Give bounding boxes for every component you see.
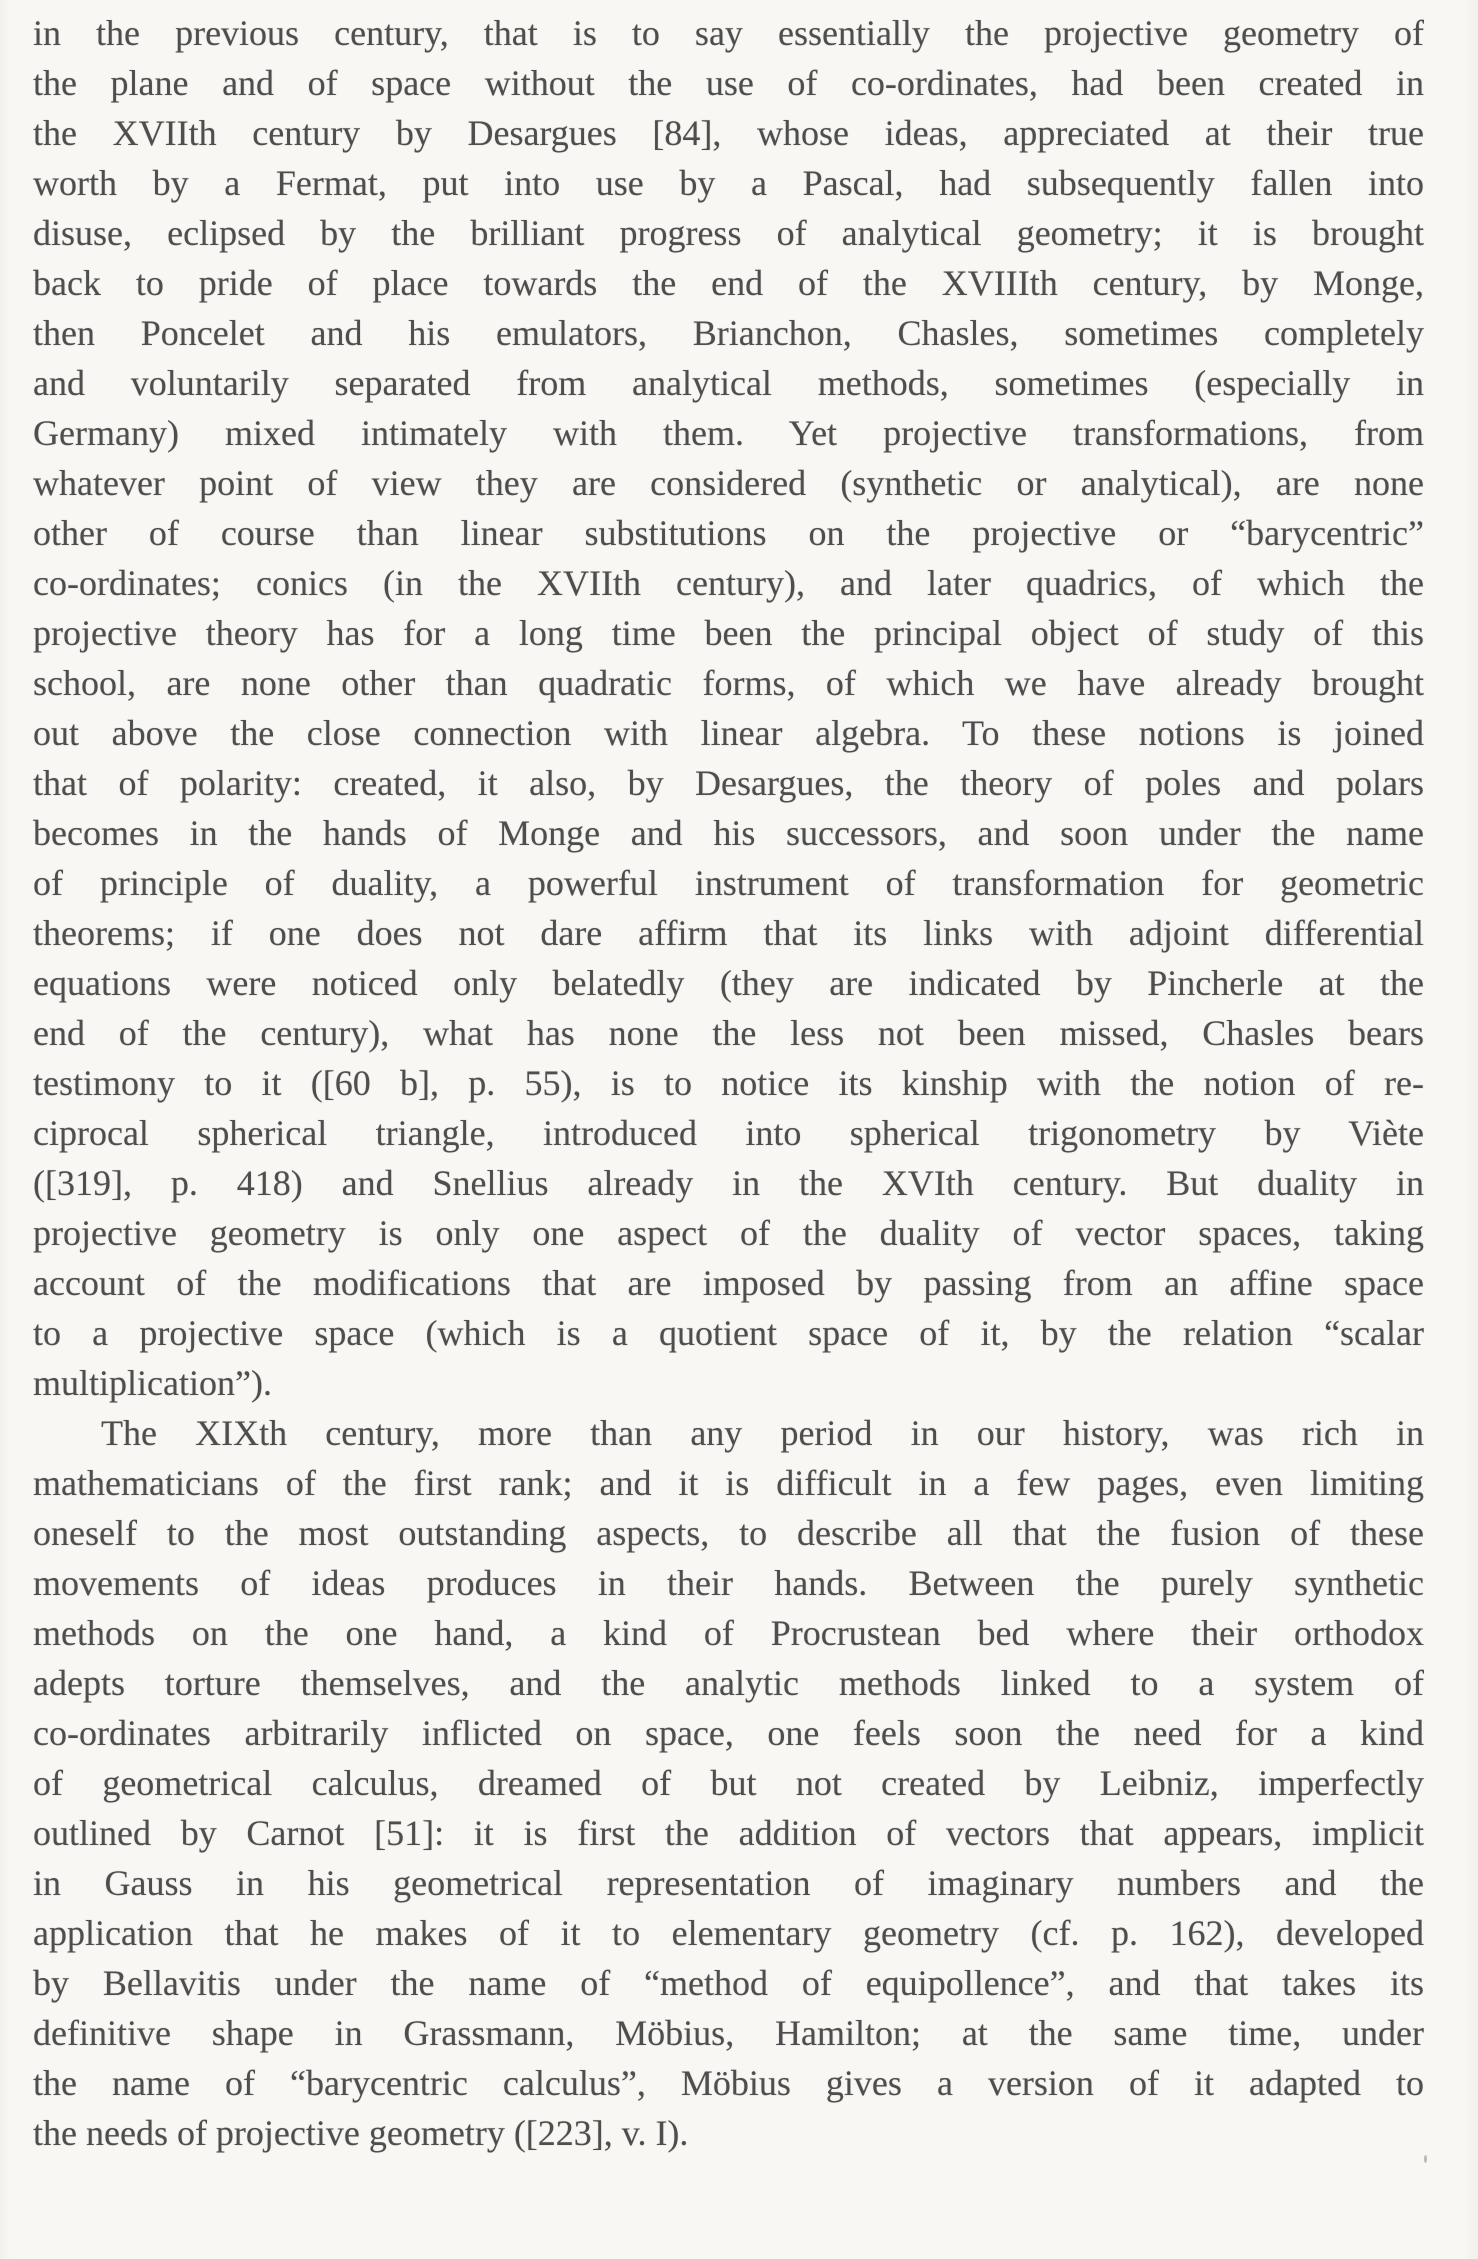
text-line: equations were noticed only belatedly (they are indicated by Pincherle at the bbox=[33, 963, 1424, 1003]
text-line: back to pride of place towards the end of the XVIIIth century, by Monge, bbox=[33, 263, 1424, 303]
text-line: co-ordinates arbitrarily inflicted on space, one feels soon the need for a kind bbox=[33, 1713, 1424, 1753]
text-line: the name of “barycentric calculus”, Möbius gives a version of it adapted to bbox=[33, 2063, 1424, 2103]
text-line: disuse, eclipsed by the brilliant progress of analytical geometry; it is brought bbox=[33, 213, 1424, 253]
text-line: end of the century), what has none the less not been missed, Chasles bears bbox=[33, 1013, 1424, 1053]
text-line: out above the close connection with linear algebra. To these notions is joined bbox=[33, 713, 1424, 753]
text-line: application that he makes of it to elementary geometry (cf. p. 162), developed bbox=[33, 1913, 1424, 1953]
text-line: adepts torture themselves, and the analytic methods linked to a system of bbox=[33, 1663, 1424, 1703]
text-line: Germany) mixed intimately with them. Yet projective transformations, from bbox=[33, 413, 1424, 453]
text-line: testimony to it ([60 b], p. 55), is to notice its kinship with the notion of re- bbox=[33, 1063, 1424, 1103]
paragraph-2 bbox=[33, 1408, 1424, 2158]
text-line: of principle of duality, a powerful instrument of transformation for geometric bbox=[33, 863, 1424, 903]
text-line: the plane and of space without the use of co-ordinates, had been created in bbox=[33, 63, 1424, 103]
text-line: the needs of projective geometry ([223], v. I). bbox=[33, 2113, 689, 2153]
text-line: by Bellavitis under the name of “method of equipollence”, and that takes its bbox=[33, 1963, 1424, 2003]
text-line: movements of ideas produces in their hands. Between the purely synthetic bbox=[33, 1563, 1424, 1603]
paragraph-1 bbox=[33, 8, 1424, 1408]
text-line: other of course than linear substitutions on the projective or “barycentric” bbox=[33, 513, 1424, 553]
page-text-block bbox=[33, 8, 1424, 2158]
text-line: in the previous century, that is to say essentially the projective geometry of bbox=[33, 13, 1424, 53]
text-line: ciprocal spherical triangle, introduced into spherical trigonometry by Viète bbox=[33, 1113, 1424, 1153]
text-line: co-ordinates; conics (in the XVIIth century), and later quadrics, of which the bbox=[33, 563, 1424, 603]
text-line: in Gauss in his geometrical representation of imaginary numbers and the bbox=[33, 1863, 1424, 1903]
text-line: the XVIIth century by Desargues [84], whose ideas, appreciated at their true bbox=[33, 113, 1424, 153]
text-line: then Poncelet and his emulators, Brianchon, Chasles, sometimes completely bbox=[33, 313, 1424, 353]
scan-speck bbox=[1424, 2155, 1427, 2163]
text-line: ([319], p. 418) and Snellius already in the XVIth century. But duality in bbox=[33, 1163, 1424, 1203]
text-line: school, are none other than quadratic forms, of which we have already brought bbox=[33, 663, 1424, 703]
text-line: worth by a Fermat, put into use by a Pascal, had subsequently fallen into bbox=[33, 163, 1424, 203]
text-line: oneself to the most outstanding aspects, to describe all that the fusion of these bbox=[33, 1513, 1424, 1553]
text-line: definitive shape in Grassmann, Möbius, Hamilton; at the same time, under bbox=[33, 2013, 1424, 2053]
text-line: theorems; if one does not dare affirm that its links with adjoint differential bbox=[33, 913, 1424, 953]
text-line: and voluntarily separated from analytical methods, sometimes (especially in bbox=[33, 363, 1424, 403]
text-line: multiplication”). bbox=[33, 1363, 272, 1403]
text-line: account of the modifications that are imposed by passing from an affine space bbox=[33, 1263, 1424, 1303]
text-line: outlined by Carnot [51]: it is first the addition of vectors that appears, implicit bbox=[33, 1813, 1424, 1853]
text-line: whatever point of view they are considered (synthetic or analytical), are none bbox=[33, 463, 1424, 503]
text-line: mathematicians of the first rank; and it is difficult in a few pages, even limiting bbox=[33, 1463, 1424, 1503]
text-line: that of polarity: created, it also, by Desargues, the theory of poles and polars bbox=[33, 763, 1424, 803]
text-line: projective geometry is only one aspect of the duality of vector spaces, taking bbox=[33, 1213, 1424, 1253]
text-line: to a projective space (which is a quotient space of it, by the relation “scalar bbox=[33, 1313, 1424, 1353]
text-line: of geometrical calculus, dreamed of but not created by Leibniz, imperfectly bbox=[33, 1763, 1424, 1803]
text-line: The XIXth century, more than any period in our history, was rich in bbox=[101, 1413, 1424, 1453]
text-line: projective theory has for a long time been the principal object of study of this bbox=[33, 613, 1424, 653]
text-line: methods on the one hand, a kind of Procrustean bed where their orthodox bbox=[33, 1613, 1424, 1653]
text-line: becomes in the hands of Monge and his successors, and soon under the name bbox=[33, 813, 1424, 853]
